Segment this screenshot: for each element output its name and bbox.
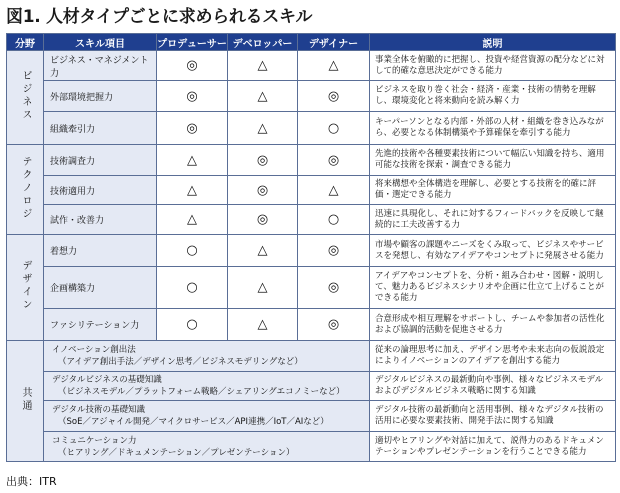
designer-rating: ◎ <box>298 267 370 309</box>
common-skill-examples: （アイデア創出手法／デザイン思考／ビジネスモデリングなど） <box>58 357 303 367</box>
common-skill <box>44 432 370 462</box>
skill-description: 合意形成や相互理解をサポートし、チームや参加者の活性化および協調的活動を促進させる力 <box>370 309 616 341</box>
designer-rating: △ <box>298 51 370 81</box>
developer-rating: △ <box>228 51 298 81</box>
table-row <box>7 145 616 176</box>
table-row <box>7 372 616 401</box>
common-skill-name: デジタル技術の基礎知識 <box>52 405 145 415</box>
table-row <box>7 81 616 112</box>
skill-name: 企画構築力 <box>44 267 157 309</box>
producer-rating: △ <box>157 176 228 205</box>
header-producer: プロデューサー <box>157 34 228 51</box>
producer-rating: ◎ <box>157 51 228 81</box>
category-technology: テクノロジ <box>7 145 44 235</box>
skill-name: 外部環境把握力 <box>44 81 157 112</box>
common-skill-examples: （ヒアリング／ドキュメンテーション／プレゼンテーション） <box>58 447 295 458</box>
skill-description: 従来の論理思考に加え、デザイン思考や未来志向の仮説設定によりイノベーションのアイデアを創出する能力 <box>370 341 616 372</box>
skill-name: 技術適用力 <box>44 176 157 205</box>
developer-rating: △ <box>228 235 298 267</box>
producer-rating: ◎ <box>157 81 228 112</box>
category-common: 共通 <box>7 341 44 462</box>
designer-rating: ◎ <box>298 235 370 267</box>
skill-description: アイデアやコンセプトを、分析・組み合わせ・図解・説明して、魅力あるビジネスシナリオや企画に仕立て上げることができる能力 <box>370 267 616 309</box>
table-row <box>7 176 616 205</box>
skills-table <box>6 33 616 462</box>
common-skill-name: デジタルビジネスの基礎知識 <box>52 375 162 385</box>
header-field: 分野 <box>7 34 44 51</box>
common-skill-examples: （SoE／アジャイル開発／マイクロサービス／API連携／IoT／AIなど） <box>58 417 329 427</box>
developer-rating: ◎ <box>228 176 298 205</box>
skill-description: キーパーソンとなる内部・外部の人材・組織を巻き込みながら、必要となる体制構築や予算確保を牽引する能力 <box>370 112 616 145</box>
producer-rating: △ <box>157 145 228 176</box>
category-design: デザイン <box>7 235 44 341</box>
table-row <box>7 401 616 432</box>
skill-description: 将来構想や全体構造を理解し、必要とする技術を的確に評価・選定できる能力 <box>370 176 616 205</box>
designer-rating: ○ <box>298 112 370 145</box>
producer-rating: ○ <box>157 309 228 341</box>
common-skill <box>44 341 370 372</box>
table-row <box>7 235 616 267</box>
skill-description: 適切やヒアリングや対話に加えて、説得力のあるドキュメンテーションやプレゼンテーションを行うことできる能力 <box>370 432 616 462</box>
skill-description: ビジネスを取り巻く社会・経済・産業・技術の情勢を理解し、環境変化と将来動向を読み解く力 <box>370 81 616 112</box>
producer-rating: ○ <box>157 235 228 267</box>
designer-rating: △ <box>298 176 370 205</box>
developer-rating: △ <box>228 112 298 145</box>
developer-rating: △ <box>228 81 298 112</box>
header-designer: デザイナー <box>298 34 370 51</box>
designer-rating: ◎ <box>298 145 370 176</box>
designer-rating: ◎ <box>298 81 370 112</box>
skill-description: 市場や顧客の課題やニーズをくみ取って、ビジネスやサービスを発想し、有効なアイデアやコンセプトに発展させる能力 <box>370 235 616 267</box>
common-skill-name: イノベーション創出法 <box>52 345 136 355</box>
skill-name: 試作・改善力 <box>44 205 157 235</box>
header-developer: デベロッパー <box>228 34 298 51</box>
table-row <box>7 112 616 145</box>
table-row <box>7 51 616 81</box>
skill-name: 組織牽引力 <box>44 112 157 145</box>
producer-rating: ◎ <box>157 112 228 145</box>
table-row <box>7 309 616 341</box>
producer-rating: △ <box>157 205 228 235</box>
common-skill-name: コミュニケーション力 <box>52 435 137 446</box>
common-skill <box>44 372 370 401</box>
common-skill-examples: （ビジネスモデル／プラットフォーム戦略／シェアリングエコノミーなど） <box>58 387 345 397</box>
designer-rating: ○ <box>298 205 370 235</box>
category-business: ビジネス <box>7 51 44 145</box>
producer-rating: ○ <box>157 267 228 309</box>
source-note: 出典：ITR <box>6 475 57 488</box>
skill-description: 迅速に具現化し、それに対するフィードバックを反映して継続的に工夫改善する力 <box>370 205 616 235</box>
common-skill <box>44 401 370 432</box>
skill-name: ビジネス・マネジメント力 <box>44 51 157 81</box>
developer-rating: ◎ <box>228 205 298 235</box>
skill-description: 事業全体を俯瞰的に把握し、投資や経営資源の配分などに対して的確な意思決定ができる能力 <box>370 51 616 81</box>
developer-rating: △ <box>228 309 298 341</box>
header-description: 説明 <box>370 34 616 51</box>
table-row <box>7 341 616 372</box>
skill-description: 先進的技術や各種要素技術について幅広い知識を持ち、適用可能な技術を探索・調査できる能力 <box>370 145 616 176</box>
designer-rating: ◎ <box>298 309 370 341</box>
skill-name: ファシリテーション力 <box>44 309 157 341</box>
header-skill: スキル項目 <box>44 34 157 51</box>
header-row <box>7 34 616 51</box>
table-row <box>7 205 616 235</box>
skill-description: デジタルビジネスの最新動向や事例、様々なビジネスモデルおよびデジタルビジネス戦略に関する知識 <box>370 372 616 401</box>
table-row <box>7 432 616 462</box>
skill-name: 技術調査力 <box>44 145 157 176</box>
developer-rating: △ <box>228 267 298 309</box>
figure-title: 図1. 人材タイプごとに求められるスキル <box>6 7 313 27</box>
developer-rating: ◎ <box>228 145 298 176</box>
table-row <box>7 267 616 309</box>
skill-description: デジタル技術の最新動向と活用事例、様々なデジタル技術の活用に必要な要素技術、開発手法に関する知識 <box>370 401 616 432</box>
skill-name: 着想力 <box>44 235 157 267</box>
